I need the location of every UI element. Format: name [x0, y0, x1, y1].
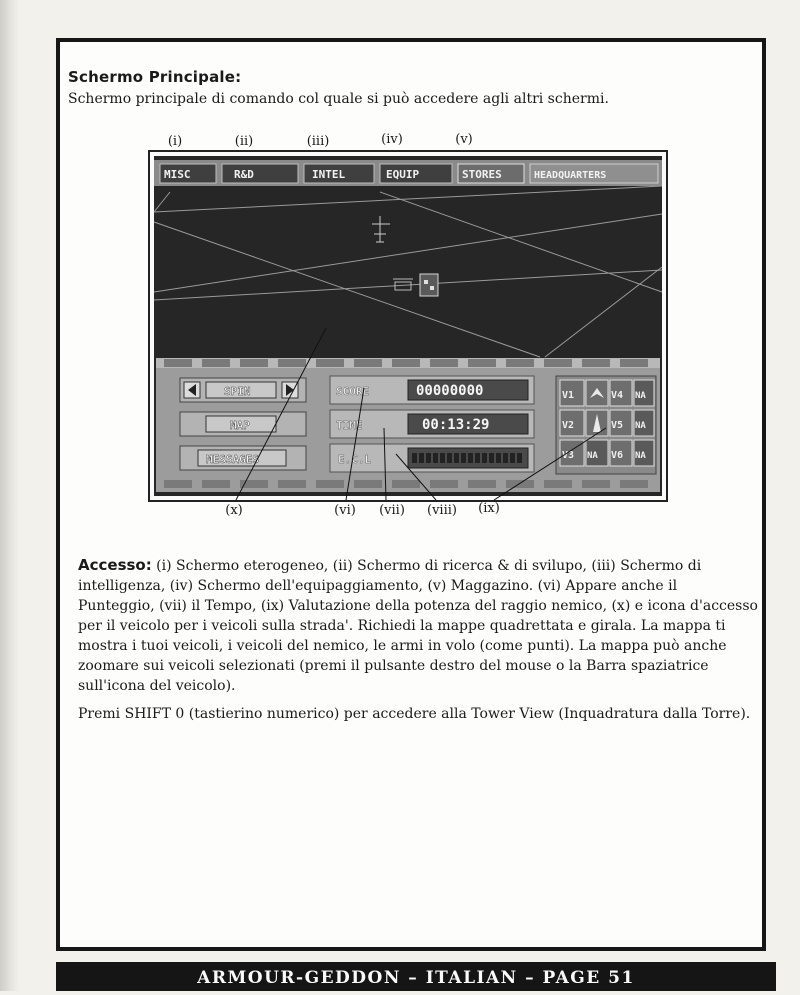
callout-ix: (ix): [478, 501, 500, 516]
callout-v: (v): [455, 132, 473, 147]
slot-v2-label: V2: [562, 420, 575, 431]
slot-v4-label: V4: [611, 390, 624, 401]
menu-intel[interactable]: INTEL: [312, 168, 346, 181]
tower-icon: [420, 274, 438, 296]
menu-headquarters[interactable]: HEADQUARTERS: [534, 170, 607, 181]
menu-rd[interactable]: R&D: [234, 168, 254, 181]
game-screenshot: [148, 150, 668, 502]
access-description: [78, 555, 758, 724]
menu-equip[interactable]: EQUIP: [386, 168, 420, 181]
callout-vii: (vii): [379, 503, 405, 518]
access-lead: Accesso:: [78, 556, 152, 574]
page-binding-shadow: [0, 0, 20, 991]
score-value: 00000000: [416, 383, 484, 399]
slot-v3-label: V3: [562, 450, 575, 461]
ecl-label: E.C.L: [338, 453, 372, 466]
menu-stores[interactable]: STORES: [462, 168, 502, 181]
map-label: MAP: [230, 419, 250, 432]
callout-ii: (ii): [234, 134, 254, 149]
slot-v6-label: V6: [611, 450, 624, 461]
callout-i: (i): [167, 134, 183, 149]
section-heading: Schermo Principale:: [68, 68, 242, 86]
time-label: TIME: [336, 419, 363, 432]
access-paragraph: [78, 555, 758, 696]
slot-v6-na-label: NA: [635, 451, 646, 461]
menu-misc[interactable]: MISC: [164, 168, 191, 181]
callout-iv: (iv): [381, 132, 403, 147]
spin-label: SPIN: [224, 385, 251, 398]
page-footer: ARMOUR-GEDDON – ITALIAN – PAGE 51: [56, 962, 776, 991]
slot-v5-na-label: NA: [635, 421, 646, 431]
time-value: 00:13:29: [422, 417, 490, 433]
score-label: SCORE: [336, 385, 370, 398]
callout-x: (x): [225, 503, 243, 518]
section-subtitle: Schermo principale di comando col quale si può accedere agli altri schermi.: [68, 91, 609, 107]
messages-label: MESSAGES: [206, 453, 259, 466]
access-text: (i) Schermo eterogeneo, (ii) Schermo di ricerca & di svilupo, (iii) Schermo di intelligenza, (iv) Schermo dell'equipaggiamento, (v) Maggazino. (vi) Appare anche il Punteggio, (vii) il Tempo, (ix) Valutazione della potenza del raggio nemico, (x) e icona d'accesso per il veicolo per i veicoli sulla strada'. Richiedi la mappe quadrettata e girala. La mappa ti mostra i tuoi veicoli, i veicoli del nemico, le armi in volo (come punti). La mappa può anche zoomare sui veicoli selezionati (premi il pulsante destro del mouse o la Barra spaziatrice sull'icona del veicolo).: [78, 558, 758, 694]
callout-iii: (iii): [306, 134, 330, 149]
callout-viii: (viii): [427, 503, 457, 518]
slot-v4-na-label: NA: [635, 391, 646, 401]
slot-v1-label: V1: [562, 390, 575, 401]
tower-view-note: Premi SHIFT 0 (tastierino numerico) per accedere alla Tower View (Inquadratura dalla Torre).: [78, 706, 751, 722]
callout-vi: (vi): [334, 503, 356, 518]
slot-v5-label: V5: [611, 420, 624, 431]
slot-v3-na-label: NA: [587, 451, 598, 461]
